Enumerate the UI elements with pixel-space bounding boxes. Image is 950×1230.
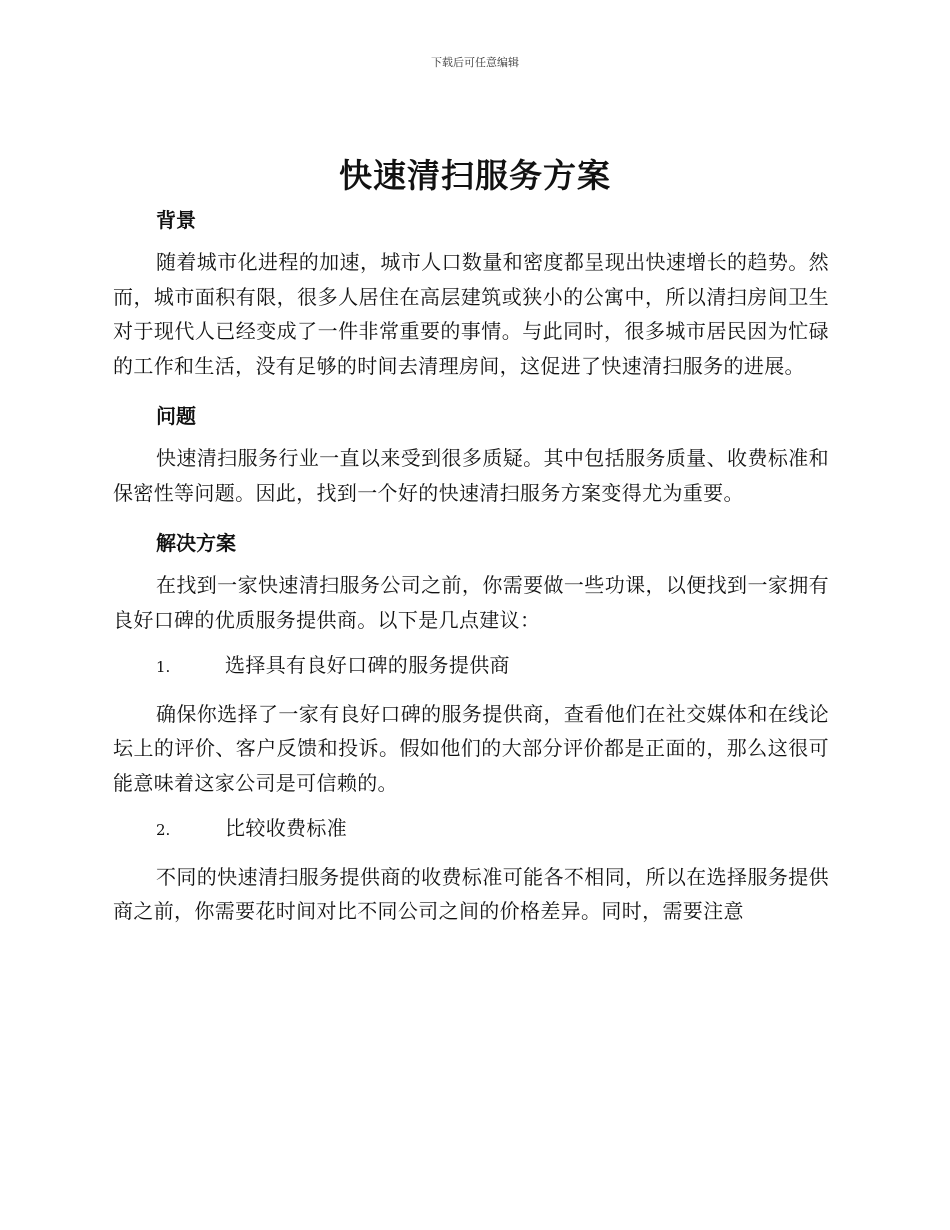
list-item-1 (113, 648, 829, 685)
list-label: 比较收费标准 (225, 816, 348, 840)
section-heading-background: 背景 (156, 208, 196, 232)
section-heading-solution: 解决方案 (156, 531, 236, 555)
document-title: 快速清扫服务方案 (339, 156, 611, 195)
paragraph-solution-intro: 在找到一家快速清扫服务公司之前，你需要做一些功课，以便找到一家拥有良好口碑的优质服务提供商。以下是几点建议： (113, 573, 829, 632)
section-heading-problem: 问题 (156, 404, 196, 428)
paragraph-item-2: 不同的快速清扫服务提供商的收费标准可能各不相同，所以在选择服务提供商之前，你需要花时间对比不同公司之间的价格差异。同时，需要注意 (113, 864, 829, 923)
paragraph-problem: 快速清扫服务行业一直以来受到很多质疑。其中包括服务质量、收费标准和保密性等问题。因此，找到一个好的快速清扫服务方案变得尤为重要。 (113, 446, 829, 505)
paragraph-item-1: 确保你选择了一家有良好口碑的服务提供商，查看他们在社交媒体和在线论坛上的评价、客户反馈和投诉。假如他们的大部分评价都是正面的，那么这很可能意味着这家公司是可信赖的。 (113, 701, 829, 795)
document-body (113, 198, 829, 940)
list-item-2 (113, 811, 829, 848)
list-number: 2. (156, 821, 171, 839)
list-label: 选择具有良好口碑的服务提供商 (225, 653, 510, 677)
page-header-note: 下载后可任意编辑 (431, 56, 519, 69)
paragraph-background: 随着城市化进程的加速，城市人口数量和密度都呈现出快速增长的趋势。然而，城市面积有限，很多人居住在高层建筑或狭小的公寓中，所以清扫房间卫生对于现代人已经变成了一件非常重要的事情。与此同时，很多城市居民因为忙碌的工作和生活，没有足够的时间去清理房间，这促进了快速清扫服务的进展。 (113, 250, 829, 378)
list-number: 1. (156, 658, 171, 676)
